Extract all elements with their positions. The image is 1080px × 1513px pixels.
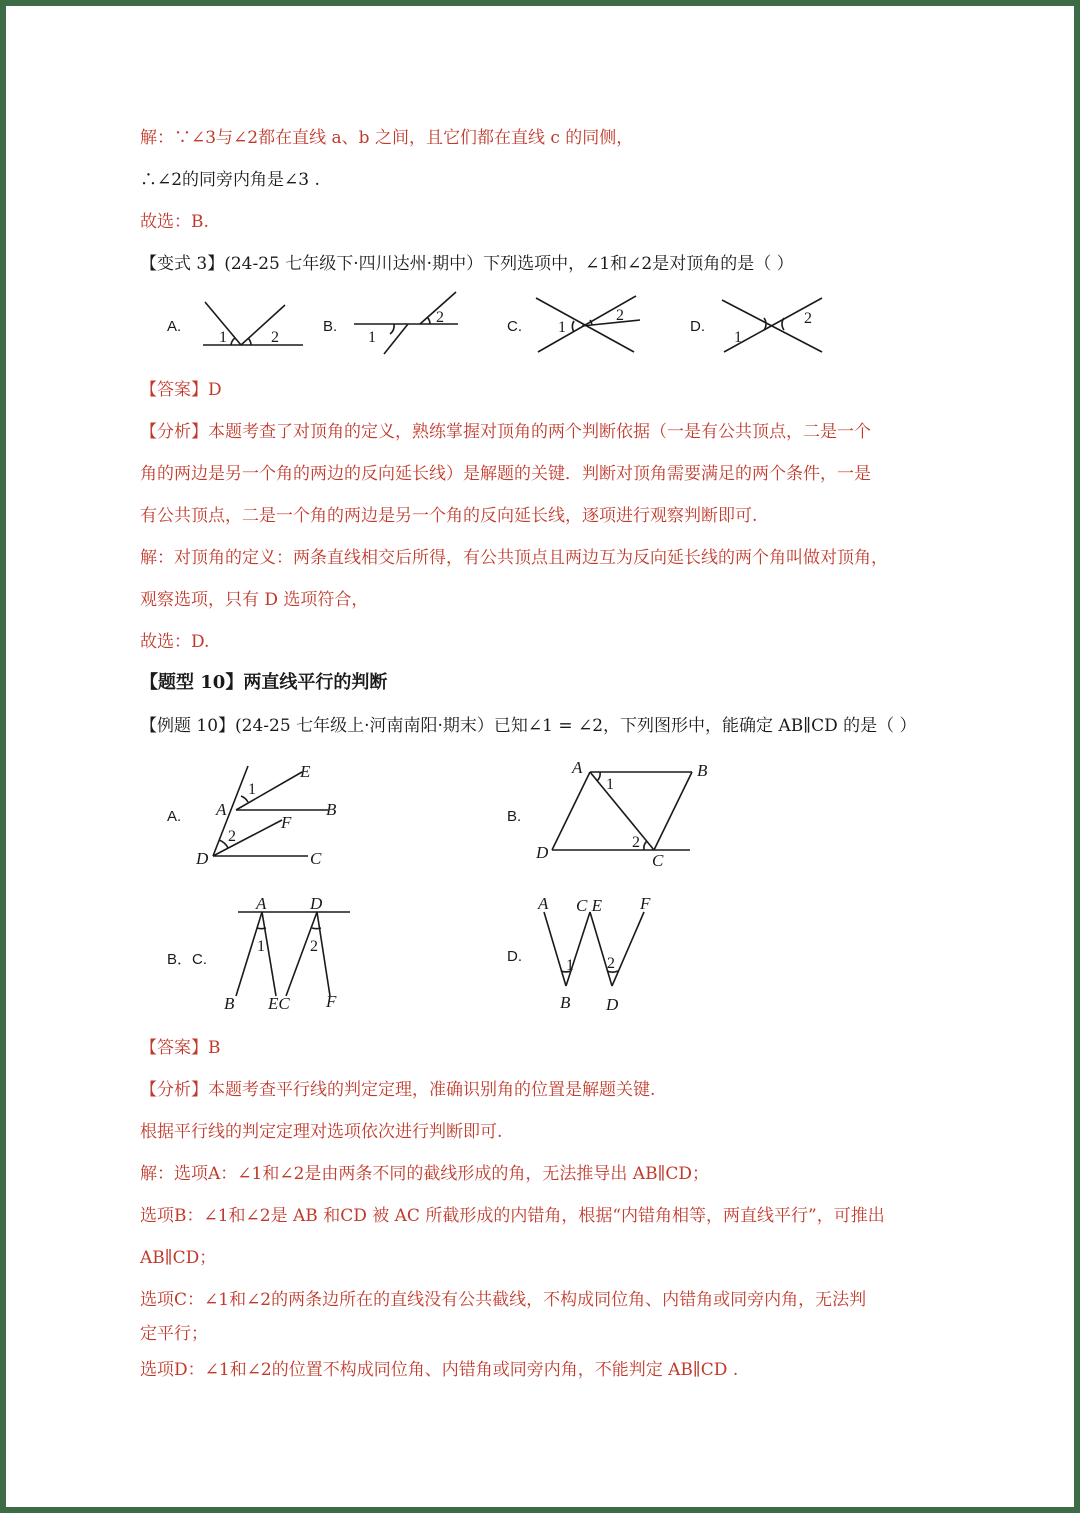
point-d: D (606, 995, 619, 1014)
q1-option-d-label: D. (690, 318, 705, 335)
analysis-line: 根据平行线的判定定理对选项依次进行判断即可. (140, 1122, 503, 1142)
angle-arc (427, 317, 430, 324)
solution-line: 解：选项A：∠1和∠2是由两条不同的截线形成的角，无法推导出 AB∥CD； (140, 1164, 710, 1184)
point-a: A (216, 800, 227, 819)
point-b: B (560, 993, 571, 1012)
point-d: D (310, 894, 323, 913)
angle-label-2: 2 (616, 307, 624, 324)
solution-line: 观察选项，只有 D 选项符合， (140, 590, 369, 610)
angle-label-1: 1 (368, 329, 376, 346)
section-heading: 【题型 10】两直线平行的判断 (140, 672, 388, 693)
solution-line: 解：对顶角的定义：两条直线相交后所得，有公共顶点且两边互为反向延长线的两个角叫做对顶角， (140, 548, 888, 568)
q2-option-a-label: A. (167, 808, 182, 825)
q1-figure-a (195, 290, 305, 350)
q2-option-c-label: B．C. (167, 951, 208, 968)
line (236, 772, 302, 810)
angle-arc (231, 338, 235, 345)
angle-arc (644, 841, 647, 850)
angle-arc (597, 772, 600, 781)
q2-figure-a (190, 758, 350, 870)
answer-choice-line: 故选：D. (140, 632, 210, 652)
line (590, 912, 612, 986)
analysis-line: 【分析】本题考查平行线的判定定理，准确识别角的位置是解题关键. (140, 1080, 656, 1100)
angle-label-2: 2 (436, 309, 444, 326)
angle-arc (390, 324, 394, 334)
point-c: C (310, 849, 322, 868)
point-f: F (640, 894, 651, 913)
angle-arc (241, 796, 248, 802)
angle-label-2: 2 (607, 955, 615, 972)
q1-figure-d (718, 290, 828, 360)
point-d: D (536, 843, 549, 862)
analysis-line: 有公共顶点，二是一个角的两边是另一个角的反向延长线，逐项进行观察判断即可. (140, 506, 758, 526)
q1-option-b-label: B. (323, 318, 338, 335)
angle-label-1: 1 (219, 329, 227, 346)
line (612, 912, 644, 986)
point-a: A (538, 894, 549, 913)
line (654, 772, 692, 850)
angle-label-2: 2 (228, 828, 236, 845)
point-c: C (652, 851, 664, 870)
solution-line: 选项D：∠1和∠2的位置不构成同位角、内错角或同旁内角，不能判定 AB∥CD . (140, 1360, 739, 1380)
angle-label-2: 2 (804, 310, 812, 327)
example-question-10: 【例题 10】(24-25 七年级上·河南南阳·期末）已知∠1 = ∠2，下列图形中，能确定 AB∥CD 的是（ ） (140, 716, 917, 736)
point-f: F (281, 813, 292, 832)
line (566, 912, 590, 986)
line (213, 820, 282, 856)
q2-option-d-label: D. (507, 948, 522, 965)
answer-line: 【答案】D (140, 380, 222, 400)
angle-label-1: 1 (734, 329, 742, 346)
conclusion-line: ∴∠2的同旁内角是∠3 . (140, 170, 320, 190)
point-b: B (326, 800, 337, 819)
solution-line: 选项C：∠1和∠2的两条边所在的直线没有公共截线，不构成同位角、内错角或同旁内角，无法判 (140, 1290, 867, 1310)
point-b: B (224, 994, 235, 1013)
q1-figure-b (350, 290, 460, 360)
angle-label-1: 1 (248, 781, 256, 798)
line (384, 324, 408, 354)
line (552, 772, 590, 850)
q2-figure-c (222, 892, 362, 1016)
q1-option-a-label: A. (167, 318, 182, 335)
solution-line: 定平行； (140, 1324, 208, 1344)
angle-arc (572, 321, 574, 332)
q1-option-c-label: C. (507, 318, 522, 335)
q2-figure-d (532, 892, 662, 1016)
angle-arc (782, 318, 784, 330)
line (544, 912, 566, 986)
line (590, 772, 654, 850)
point-ce: C E (576, 896, 602, 915)
angle-label-1: 1 (558, 319, 566, 336)
solution-line: 解：∵∠3与∠2都在直线 a、b 之间，且它们都在直线 c 的同侧， (140, 128, 634, 148)
angle-label-2: 2 (271, 329, 279, 346)
angle-label-1: 1 (606, 776, 614, 793)
point-e: E (300, 762, 311, 781)
q2-figure-b (532, 756, 722, 874)
angle-label-1: 1 (257, 938, 265, 955)
angle-label-2: 2 (310, 938, 318, 955)
solution-line: 选项B：∠1和∠2是 AB 和CD 被 AC 所截形成的内错角，根据“内错角相等，两直线平行”，可推出 (140, 1206, 885, 1226)
angle-label-1: 1 (566, 957, 574, 974)
solution-line: AB∥CD； (140, 1248, 217, 1268)
point-f: F (326, 992, 337, 1011)
point-ec: EC (268, 994, 290, 1013)
line (538, 296, 636, 352)
answer-line: 【答案】B (140, 1038, 221, 1058)
angle-arc (312, 928, 321, 929)
angle-arc (764, 318, 766, 330)
angle-arc (219, 840, 228, 848)
point-a: A (256, 894, 267, 913)
q2-option-b-label: B. (507, 808, 522, 825)
point-b: B (697, 761, 708, 780)
analysis-line: 【分析】本题考查了对顶角的定义，熟练掌握对顶角的两个判断依据（一是有公共顶点，二是一个 (140, 422, 871, 442)
point-d: D (196, 849, 209, 868)
q1-figure-c (532, 290, 642, 360)
analysis-line: 角的两边是另一个角的两边的反向延长线）是解题的关键．判断对顶角需要满足的两个条件，一是 (140, 464, 871, 484)
question-variant-3: 【变式 3】(24-25 七年级下·四川达州·期中）下列选项中，∠1和∠2是对顶角的是（ ） (140, 254, 794, 274)
angle-label-2: 2 (632, 834, 640, 851)
answer-choice-line: 故选：B. (140, 212, 209, 232)
line (317, 912, 330, 996)
angle-arc (248, 338, 251, 345)
point-a: A (572, 758, 583, 777)
angle-arc (257, 928, 266, 929)
